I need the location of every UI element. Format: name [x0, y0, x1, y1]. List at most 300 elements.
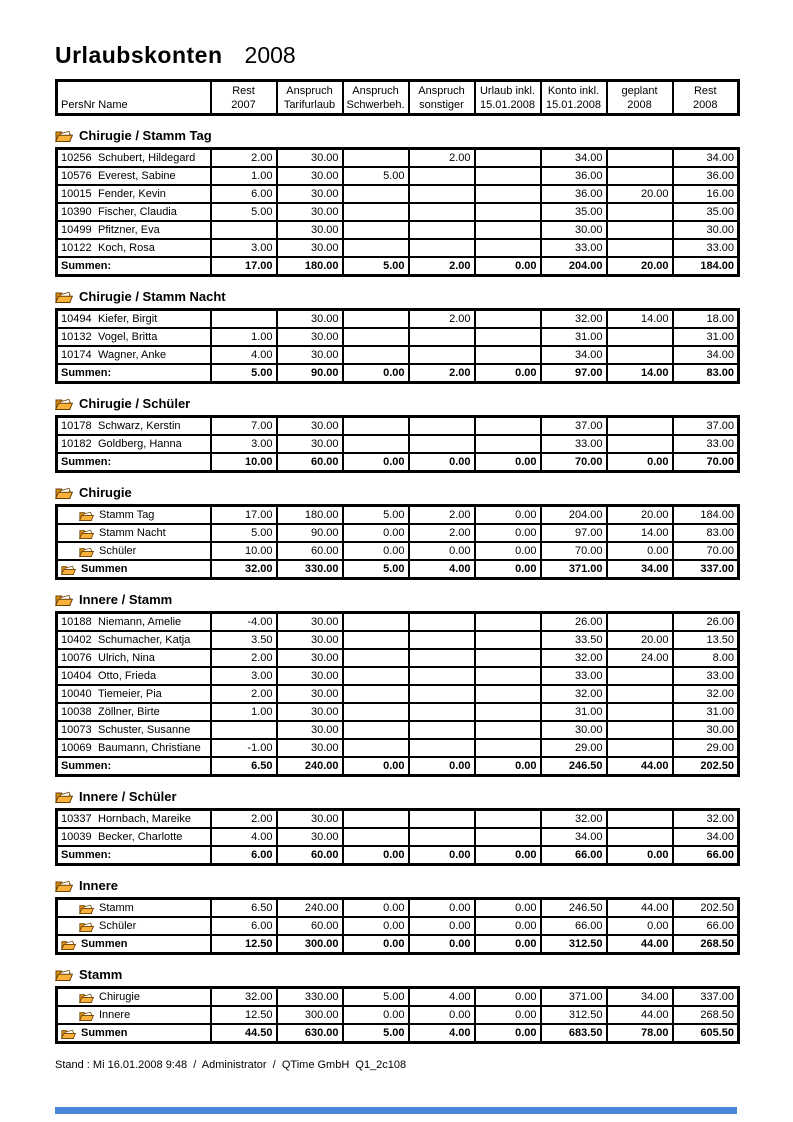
value-cell: 34.00: [541, 828, 607, 846]
total-value-cell: 0.00: [409, 846, 475, 865]
value-cell: [409, 185, 475, 203]
value-cell: 0.00: [475, 542, 541, 560]
value-cell: [475, 417, 541, 436]
section-title: Innere / Schüler: [79, 789, 177, 804]
open-folder-icon: [55, 790, 73, 804]
open-folder-icon: [79, 992, 94, 1004]
value-cell: 16.00: [673, 185, 739, 203]
value-cell: 2.00: [409, 310, 475, 329]
value-cell: 2.00: [409, 506, 475, 525]
employee-cell: [57, 649, 211, 667]
employee-cell: [57, 721, 211, 739]
employee-name: Schuster, Susanne: [98, 724, 191, 736]
value-cell: 36.00: [541, 185, 607, 203]
section-table: [55, 611, 740, 777]
value-cell: 5.00: [211, 524, 277, 542]
persnr: 10182: [61, 438, 92, 450]
value-cell: 0.00: [475, 524, 541, 542]
table-row: [57, 703, 739, 721]
value-cell: 29.00: [541, 739, 607, 757]
table-row: [57, 221, 739, 239]
open-folder-icon: [55, 968, 73, 982]
value-cell: 30.00: [277, 203, 343, 221]
value-cell: [409, 721, 475, 739]
value-cell: 2.00: [211, 810, 277, 829]
table-row: [57, 988, 739, 1007]
value-cell: -1.00: [211, 739, 277, 757]
value-cell: 0.00: [475, 988, 541, 1007]
value-cell: [607, 417, 673, 436]
value-cell: [607, 667, 673, 685]
value-cell: 6.00: [211, 917, 277, 935]
table-row: [57, 542, 739, 560]
value-cell: 4.00: [409, 988, 475, 1007]
value-cell: 2.00: [409, 524, 475, 542]
value-cell: [343, 703, 409, 721]
section-innere-stamm: [55, 592, 738, 777]
value-cell: 60.00: [277, 542, 343, 560]
value-cell: 35.00: [673, 203, 739, 221]
employee-cell: [57, 703, 211, 721]
sections-container: [55, 128, 738, 1044]
value-cell: [343, 631, 409, 649]
value-cell: [343, 346, 409, 364]
value-cell: 180.00: [277, 506, 343, 525]
value-cell: 1.00: [211, 328, 277, 346]
value-cell: 31.00: [541, 328, 607, 346]
header-anspruch-sonstiger: Anspruch sonstiger: [409, 81, 475, 115]
value-cell: [409, 649, 475, 667]
total-value-cell: 0.00: [409, 757, 475, 776]
value-cell: 33.50: [541, 631, 607, 649]
summen-row: [57, 560, 739, 579]
value-cell: 3.00: [211, 239, 277, 257]
value-cell: 20.00: [607, 185, 673, 203]
value-cell: [409, 239, 475, 257]
value-cell: 3.00: [211, 667, 277, 685]
value-cell: 30.00: [277, 667, 343, 685]
employee-name: Koch, Rosa: [98, 242, 155, 254]
total-value-cell: 10.00: [211, 453, 277, 472]
value-cell: [475, 667, 541, 685]
value-cell: 32.00: [673, 810, 739, 829]
header-persnr-name: PersNr Name: [57, 81, 211, 115]
value-cell: 34.00: [541, 346, 607, 364]
total-value-cell: 630.00: [277, 1024, 343, 1043]
value-cell: 70.00: [541, 542, 607, 560]
value-cell: 33.00: [541, 667, 607, 685]
table-row: [57, 328, 739, 346]
value-cell: 30.00: [277, 417, 343, 436]
summen-row: [57, 757, 739, 776]
persnr: 10188: [61, 616, 92, 628]
horizontal-scrollbar[interactable]: [55, 1107, 737, 1114]
value-cell: 66.00: [673, 917, 739, 935]
value-cell: 184.00: [673, 506, 739, 525]
value-cell: 32.00: [541, 685, 607, 703]
value-cell: [475, 721, 541, 739]
summen-label: Summen:: [57, 364, 211, 383]
group-name: Stamm: [99, 902, 134, 914]
value-cell: 17.00: [211, 506, 277, 525]
value-cell: 30.00: [277, 328, 343, 346]
total-value-cell: 5.00: [211, 364, 277, 383]
total-value-cell: 4.00: [409, 1024, 475, 1043]
value-cell: 30.00: [277, 703, 343, 721]
value-cell: 70.00: [673, 542, 739, 560]
value-cell: 0.00: [475, 917, 541, 935]
summen-label: Summen:: [57, 453, 211, 472]
employee-cell: [57, 613, 211, 632]
section-chirugie-schueler: [55, 396, 738, 473]
value-cell: 0.00: [475, 899, 541, 918]
value-cell: [607, 739, 673, 757]
value-cell: [409, 685, 475, 703]
value-cell: 0.00: [607, 542, 673, 560]
group-cell: [57, 1006, 211, 1024]
value-cell: [475, 631, 541, 649]
total-value-cell: 0.00: [343, 757, 409, 776]
open-folder-icon: [61, 564, 76, 576]
value-cell: 90.00: [277, 524, 343, 542]
value-cell: 0.00: [475, 1006, 541, 1024]
total-value-cell: 4.00: [409, 560, 475, 579]
value-cell: 0.00: [409, 899, 475, 918]
employee-name: Tiemeier, Pia: [98, 688, 162, 700]
total-value-cell: 20.00: [607, 257, 673, 276]
value-cell: 30.00: [541, 221, 607, 239]
section-heading: [55, 789, 738, 804]
summen-label: Summen:: [57, 257, 211, 276]
value-cell: [409, 703, 475, 721]
total-value-cell: 0.00: [409, 935, 475, 954]
open-folder-icon: [79, 903, 94, 915]
value-cell: 300.00: [277, 1006, 343, 1024]
group-cell: [57, 542, 211, 560]
value-cell: [211, 310, 277, 329]
total-value-cell: 44.50: [211, 1024, 277, 1043]
persnr: 10039: [61, 831, 92, 843]
value-cell: 10.00: [211, 542, 277, 560]
value-cell: [409, 167, 475, 185]
value-cell: 246.50: [541, 899, 607, 918]
value-cell: 13.50: [673, 631, 739, 649]
value-cell: [211, 721, 277, 739]
table-row: [57, 667, 739, 685]
value-cell: 1.00: [211, 703, 277, 721]
employee-name: Goldberg, Hanna: [98, 438, 182, 450]
value-cell: 6.00: [211, 185, 277, 203]
summen-row: [57, 364, 739, 383]
header-anspruch-tarifurlaub: Anspruch Tarifurlaub: [277, 81, 343, 115]
value-cell: [409, 435, 475, 453]
value-cell: 33.00: [673, 435, 739, 453]
value-cell: 268.50: [673, 1006, 739, 1024]
value-cell: 0.00: [475, 506, 541, 525]
total-value-cell: 246.50: [541, 757, 607, 776]
table-row: [57, 810, 739, 829]
section-chirugie-stamm-tag: [55, 128, 738, 277]
value-cell: 34.00: [673, 828, 739, 846]
employee-cell: [57, 810, 211, 829]
value-cell: [607, 167, 673, 185]
header-anspruch-schwerbeh: Anspruch Schwerbeh.: [343, 81, 409, 115]
total-value-cell: 66.00: [541, 846, 607, 865]
value-cell: [343, 685, 409, 703]
section-table: [55, 897, 740, 955]
page-title: Urlaubskonten: [55, 42, 223, 68]
value-cell: 30.00: [277, 239, 343, 257]
employee-cell: [57, 328, 211, 346]
employee-name: Fischer, Claudia: [98, 206, 177, 218]
value-cell: 32.00: [211, 988, 277, 1007]
value-cell: 30.00: [277, 649, 343, 667]
header-geplant-2008: geplant 2008: [607, 81, 673, 115]
value-cell: [343, 721, 409, 739]
section-heading: [55, 878, 738, 893]
value-cell: 18.00: [673, 310, 739, 329]
value-cell: 240.00: [277, 899, 343, 918]
employee-cell: [57, 346, 211, 364]
employee-name: Niemann, Amelie: [98, 616, 182, 628]
value-cell: 33.00: [541, 435, 607, 453]
total-value-cell: 70.00: [673, 453, 739, 472]
total-value-cell: 70.00: [541, 453, 607, 472]
total-value-cell: 0.00: [409, 453, 475, 472]
open-folder-icon: [79, 921, 94, 933]
value-cell: [607, 328, 673, 346]
value-cell: 337.00: [673, 988, 739, 1007]
table-row: [57, 828, 739, 846]
total-value-cell: 0.00: [343, 364, 409, 383]
value-cell: [607, 828, 673, 846]
table-row: [57, 613, 739, 632]
table-row: [57, 506, 739, 525]
column-header-table: [55, 79, 740, 116]
value-cell: 371.00: [541, 988, 607, 1007]
employee-cell: [57, 417, 211, 436]
total-value-cell: 6.00: [211, 846, 277, 865]
value-cell: [343, 149, 409, 168]
total-value-cell: 0.00: [475, 560, 541, 579]
value-cell: 34.00: [607, 988, 673, 1007]
group-name: Schüler: [99, 920, 137, 932]
total-value-cell: 0.00: [475, 453, 541, 472]
total-value-cell: 605.50: [673, 1024, 739, 1043]
total-value-cell: 371.00: [541, 560, 607, 579]
header-rest-2007: Rest 2007: [211, 81, 277, 115]
employee-cell: [57, 203, 211, 221]
value-cell: 34.00: [541, 149, 607, 168]
employee-cell: [57, 828, 211, 846]
table-row: [57, 524, 739, 542]
value-cell: 32.00: [541, 810, 607, 829]
value-cell: 44.00: [607, 1006, 673, 1024]
total-value-cell: 312.50: [541, 935, 607, 954]
value-cell: 30.00: [541, 721, 607, 739]
employee-name: Kiefer, Birgit: [98, 313, 158, 325]
header-urlaub-inkl: Urlaub inkl. 15.01.2008: [475, 81, 541, 115]
employee-name: Ulrich, Nina: [98, 652, 155, 664]
value-cell: 0.00: [343, 1006, 409, 1024]
total-value-cell: 0.00: [607, 846, 673, 865]
value-cell: 30.00: [277, 828, 343, 846]
value-cell: 0.00: [607, 917, 673, 935]
persnr: 10038: [61, 706, 92, 718]
total-value-cell: 0.00: [343, 846, 409, 865]
value-cell: 4.00: [211, 346, 277, 364]
value-cell: 32.00: [673, 685, 739, 703]
section-table: [55, 415, 740, 473]
value-cell: 32.00: [541, 310, 607, 329]
value-cell: [343, 417, 409, 436]
persnr: 10494: [61, 313, 92, 325]
persnr: 10402: [61, 634, 92, 646]
value-cell: 6.50: [211, 899, 277, 918]
value-cell: [607, 346, 673, 364]
total-value-cell: 268.50: [673, 935, 739, 954]
table-row: [57, 631, 739, 649]
table-row: [57, 417, 739, 436]
value-cell: 5.00: [343, 167, 409, 185]
table-row: [57, 685, 739, 703]
value-cell: 36.00: [541, 167, 607, 185]
summen-row: [57, 453, 739, 472]
value-cell: 30.00: [277, 739, 343, 757]
value-cell: [475, 167, 541, 185]
total-value-cell: 0.00: [343, 935, 409, 954]
value-cell: 30.00: [277, 167, 343, 185]
summen-row: [57, 257, 739, 276]
persnr: 10076: [61, 652, 92, 664]
value-cell: 14.00: [607, 524, 673, 542]
total-value-cell: 184.00: [673, 257, 739, 276]
value-cell: [475, 649, 541, 667]
value-cell: 35.00: [541, 203, 607, 221]
value-cell: [475, 328, 541, 346]
employee-name: Schubert, Hildegard: [98, 152, 196, 164]
open-folder-icon: [55, 129, 73, 143]
value-cell: [343, 810, 409, 829]
value-cell: 0.00: [343, 899, 409, 918]
total-value-cell: 97.00: [541, 364, 607, 383]
section-heading: [55, 592, 738, 607]
persnr: 10576: [61, 170, 92, 182]
header-konto-inkl: Konto inkl. 15.01.2008: [541, 81, 607, 115]
section-title: Stamm: [79, 967, 123, 982]
persnr: 10073: [61, 724, 92, 736]
persnr: 10256: [61, 152, 92, 164]
section-stamm: [55, 967, 738, 1044]
total-value-cell: 683.50: [541, 1024, 607, 1043]
persnr: 10404: [61, 670, 92, 682]
total-value-cell: 300.00: [277, 935, 343, 954]
value-cell: [409, 613, 475, 632]
value-cell: 30.00: [277, 631, 343, 649]
employee-cell: [57, 149, 211, 168]
section-heading: [55, 485, 738, 500]
group-cell: [57, 988, 211, 1007]
value-cell: 20.00: [607, 631, 673, 649]
value-cell: 30.00: [277, 613, 343, 632]
employee-name: Becker, Charlotte: [98, 831, 183, 843]
value-cell: [475, 828, 541, 846]
open-folder-icon: [55, 593, 73, 607]
value-cell: 33.00: [673, 667, 739, 685]
value-cell: 30.00: [277, 346, 343, 364]
total-value-cell: 6.50: [211, 757, 277, 776]
value-cell: [343, 310, 409, 329]
persnr: 10337: [61, 813, 92, 825]
value-cell: 33.00: [673, 239, 739, 257]
value-cell: 26.00: [541, 613, 607, 632]
value-cell: [343, 739, 409, 757]
open-folder-icon: [55, 879, 73, 893]
total-value-cell: 202.50: [673, 757, 739, 776]
footer-status-line: Stand : Mi 16.01.2008 9:48 / Administrator / QTime GmbH Q1_2c108: [55, 1059, 407, 1071]
value-cell: [343, 613, 409, 632]
value-cell: 24.00: [607, 649, 673, 667]
value-cell: 97.00: [541, 524, 607, 542]
value-cell: 2.00: [409, 149, 475, 168]
total-value-cell: 0.00: [475, 364, 541, 383]
summen-label: Summen: [57, 1024, 211, 1043]
total-value-cell: 34.00: [607, 560, 673, 579]
section-table: [55, 808, 740, 866]
value-cell: [607, 703, 673, 721]
section-title: Innere / Stamm: [79, 592, 173, 607]
persnr: 10015: [61, 188, 92, 200]
employee-cell: [57, 667, 211, 685]
section-title: Chirugie: [79, 485, 132, 500]
value-cell: 32.00: [541, 649, 607, 667]
total-value-cell: 0.00: [475, 757, 541, 776]
total-value-cell: 330.00: [277, 560, 343, 579]
value-cell: 5.00: [343, 506, 409, 525]
table-row: [57, 1006, 739, 1024]
value-cell: [475, 346, 541, 364]
total-value-cell: 60.00: [277, 846, 343, 865]
value-cell: [607, 435, 673, 453]
employee-name: Schwarz, Kerstin: [98, 420, 181, 432]
value-cell: 37.00: [541, 417, 607, 436]
total-value-cell: 12.50: [211, 935, 277, 954]
value-cell: 0.00: [409, 542, 475, 560]
total-value-cell: 60.00: [277, 453, 343, 472]
summen-label: Summen:: [57, 757, 211, 776]
open-folder-icon: [61, 1028, 76, 1040]
value-cell: 3.00: [211, 435, 277, 453]
section-table: [55, 147, 740, 277]
total-value-cell: 0.00: [607, 453, 673, 472]
value-cell: [343, 328, 409, 346]
total-value-cell: 180.00: [277, 257, 343, 276]
total-value-cell: 204.00: [541, 257, 607, 276]
value-cell: 66.00: [541, 917, 607, 935]
value-cell: 30.00: [673, 221, 739, 239]
persnr: 10122: [61, 242, 92, 254]
section-chirugie: [55, 485, 738, 580]
value-cell: [607, 239, 673, 257]
employee-cell: [57, 185, 211, 203]
value-cell: [409, 631, 475, 649]
employee-name: Hornbach, Mareike: [98, 813, 191, 825]
value-cell: 0.00: [343, 542, 409, 560]
value-cell: 5.00: [211, 203, 277, 221]
value-cell: 34.00: [673, 149, 739, 168]
value-cell: [343, 185, 409, 203]
employee-cell: [57, 310, 211, 329]
